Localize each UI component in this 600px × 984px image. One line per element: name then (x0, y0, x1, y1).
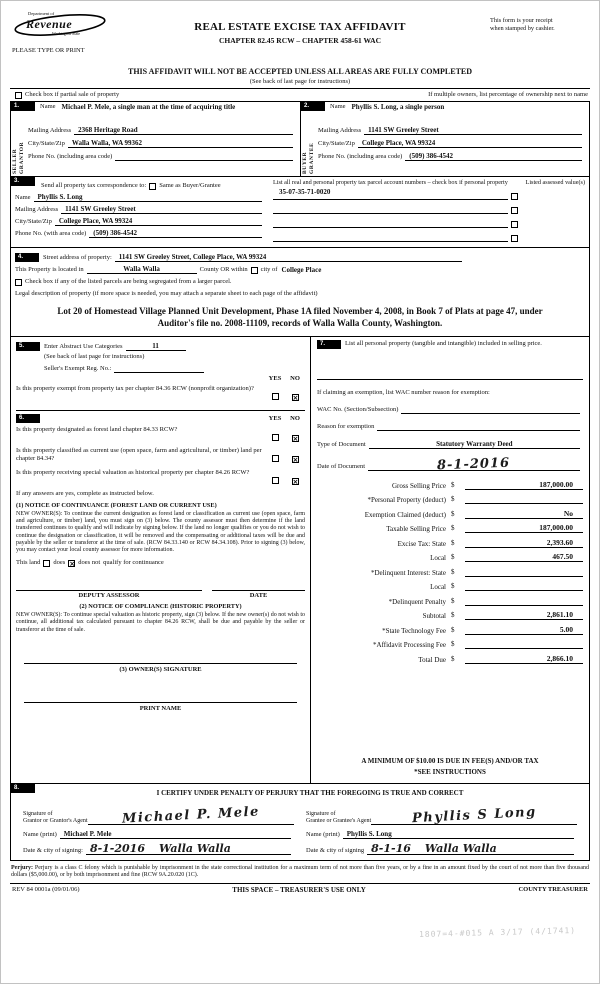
corr-phone-field[interactable]: (509) 386-4542 (89, 229, 262, 238)
corr-name-field[interactable]: Phyllis S. Long (34, 193, 262, 202)
money-row: *Affidavit Processing Fee $ (317, 635, 583, 650)
does-label: does (53, 559, 66, 567)
segregated-label: Check box if any of the listed parcels are being segregated from a larger parcel. (25, 278, 232, 286)
date-label: DATE (249, 592, 268, 600)
doc-type-label: Type of Document (317, 441, 366, 449)
grantee-signature-handwritten: Phyllis S Long (411, 804, 537, 827)
perjury-notice (10, 865, 590, 879)
historical-yes-checkbox[interactable] (272, 477, 279, 484)
parcel-row (273, 202, 585, 214)
assessed-values-header: Listed assessed value(s) (525, 179, 585, 186)
section-3-badge: 3. (11, 177, 35, 186)
parcel-row (273, 216, 585, 228)
seller-phone-field[interactable] (115, 153, 293, 161)
grantee-name-print-label: Name (print) (306, 831, 340, 839)
logo-dept-text: Department of (28, 11, 55, 16)
buyer-name-label: Name (330, 103, 346, 110)
treasurer-use-only-label: THIS SPACE – TREASURER'S USE ONLY (232, 885, 366, 894)
delinquent-penalty-field[interactable] (465, 597, 583, 606)
grantee-signature-block (300, 801, 583, 855)
does-not-label: does not (78, 559, 101, 567)
personal-property-checkbox-1[interactable] (511, 193, 518, 200)
print-name-label: PRINT NAME (139, 704, 182, 712)
logo-name-text: Revenue (26, 17, 73, 31)
sec5-yes-header: YES (268, 375, 282, 383)
title-block (130, 21, 470, 45)
city-checkbox[interactable] (251, 267, 258, 274)
money-row: Total Due $ 2,866.10 (317, 649, 583, 664)
grantor-date-city-label: Date & city of signing: (23, 847, 83, 855)
parcel-number-field[interactable] (273, 241, 508, 242)
personal-property-deduct-field[interactable] (465, 495, 583, 504)
buyer-phone-label: Phone No. (including area code) (318, 153, 403, 160)
buyer-address-field[interactable]: 1141 SW Greeley Street (364, 126, 582, 135)
state-technology-fee-field[interactable]: 5.00 (465, 625, 583, 635)
legal-description-label: Legal description of property (if more space is needed, you may attach a separate sheet to each page of the affidavit) (15, 290, 318, 298)
personal-property-checkbox-2[interactable] (511, 207, 518, 214)
grantor-name-print-label: Name (print) (23, 831, 57, 839)
partial-sale-label: Check box if partial sale of property (25, 91, 120, 98)
parties-section (10, 101, 590, 177)
parcel-numbers-header: List all real and personal property tax parcel account numbers – check box if personal property (273, 179, 508, 186)
seller-csz-field[interactable]: Walla Walla, WA 99362 (68, 139, 293, 148)
excise-tax-local-field[interactable]: 467.50 (465, 552, 583, 562)
county-treasurer-label: COUNTY TREASURER (518, 886, 588, 894)
grantee-date-city-label: Date & city of signing (306, 847, 365, 855)
grantor-signature-block (17, 801, 300, 855)
buyer-name-value[interactable]: Phyllis S. Long, a single person (351, 103, 445, 111)
exemption-claimed-field[interactable]: No (465, 509, 583, 519)
city-of-label: city of (260, 266, 278, 274)
chapter-subtitle: CHAPTER 82.45 RCW – CHAPTER 458-61 WAC (218, 36, 382, 45)
parcel-number-field[interactable]: 35-07-35-71-0020 (273, 181, 508, 200)
receipt-note-line1: This form is your receipt (490, 17, 553, 24)
current-use-yes-checkbox[interactable] (272, 455, 279, 462)
exemption-note: If claiming an exemption, list WAC number reason for exemption: (317, 389, 490, 397)
logo-state-text: Washington State (52, 31, 81, 36)
reason-field[interactable] (377, 423, 580, 431)
footer-row (10, 883, 590, 896)
abstract-use-section (16, 340, 305, 411)
subtotal-field[interactable]: 2,861.10 (465, 610, 583, 620)
money-row: Subtotal $ 2,861.10 (317, 606, 583, 621)
this-land-label: This land (16, 559, 41, 567)
exempt-yes-checkbox[interactable] (272, 393, 279, 400)
doc-type-field[interactable]: Statutory Warranty Deed (369, 440, 580, 449)
buyer-box (300, 102, 589, 176)
parcel-row (273, 188, 585, 200)
money-row: Excise Tax: State $ 2,393.60 (317, 533, 583, 548)
sec6-no-header: NO (290, 415, 300, 423)
if-yes-note: If any answers are yes, complete as instructed below. (16, 490, 154, 498)
multiple-owners-note: If multiple owners, list percentage of ownership next to name (428, 91, 588, 98)
sec5-no-header: NO (290, 375, 300, 383)
exempt-reg-label: Seller's Exempt Reg. No.: (44, 365, 112, 373)
grantee-signature-line[interactable] (371, 806, 577, 825)
grantee-name-print-field[interactable]: Phyllis S. Long (343, 830, 574, 839)
forest-yes-checkbox[interactable] (272, 434, 279, 441)
grantee-sig-label-2: Grantee or Grantee's Agent (306, 818, 372, 825)
money-row: Local $ (317, 577, 583, 592)
scan-artifact-code: 1807=4-#015 A 3/17 (4/1741) (418, 925, 577, 939)
perjury-label: Perjury: (11, 865, 33, 872)
money-row: *Delinquent Interest: State $ (317, 562, 583, 577)
forest-land-question: Is this property designated as forest land chapter 84.33 RCW? (16, 425, 178, 433)
land-classification-section (16, 411, 305, 712)
money-row: Gross Selling Price $ 187,000.00 (317, 475, 583, 490)
please-type-note: PLEASE TYPE OR PRINT (12, 47, 85, 54)
money-row: *State Technology Fee $ 5.00 (317, 620, 583, 635)
send-correspondence-label: Send all property tax correspondence to: (41, 182, 147, 189)
grantor-date-handwritten: 8-1-2016 (89, 842, 145, 856)
corr-csz-label: City/State/Zip (15, 218, 52, 225)
dor-logo (12, 9, 108, 43)
does-not-checkbox[interactable]: × (69, 559, 76, 568)
receipt-note (490, 17, 588, 32)
grantee-city-handwritten: Walla Walla (424, 842, 497, 856)
city-value[interactable]: College Place (281, 266, 322, 275)
grantor-date-city-field[interactable] (86, 844, 291, 855)
grantee-date-city-field[interactable] (367, 844, 574, 855)
parcel-number-field[interactable] (273, 227, 508, 228)
abstract-use-label: Enter Abstract Use Categories (44, 343, 123, 351)
buyer-phone-field[interactable]: (509) 386-4542 (405, 152, 582, 161)
delinquent-interest-state-field[interactable] (465, 568, 583, 577)
section-2-badge: 2. (301, 102, 325, 111)
located-in-label: This Property is located in (15, 266, 84, 274)
exempt-no-checkbox[interactable]: × (292, 393, 299, 402)
grantee-date-handwritten: 8-1-16 (371, 842, 411, 856)
total-due-field[interactable]: 2,866.10 (465, 654, 583, 664)
middle-columns (10, 336, 590, 784)
corr-csz-field[interactable]: College Place, WA 99324 (55, 217, 262, 226)
form-header (10, 9, 590, 65)
perjury-body: Perjury is a class C felony which is punishable by imprisonment in the state correctional institution for a maximum term of not more than five years, or by a fine in an amount fixed by the court of not more than five thousand dollars ($5,000.00), or by both imprisonment and fine (RCW 9A.20.020 (1C). (11, 865, 589, 879)
deputy-assessor-label: DEPUTY ASSESSOR (78, 592, 140, 600)
notice-compliance-title: (2) NOTICE OF COMPLIANCE (HISTORIC PROPERTY) (79, 603, 242, 611)
corr-phone-label: Phone No. (with area code) (15, 230, 87, 237)
see-back-note: (See back of last page for instructions) (249, 78, 351, 85)
print-name-line[interactable] (24, 695, 297, 703)
grantor-name-print-field[interactable]: Michael P. Mele (60, 830, 291, 839)
current-use-question: Is this property classified as current use (open space, farm and agricultural, or timber) land per chapter 84.34? (16, 447, 262, 462)
historical-no-checkbox[interactable]: × (292, 477, 299, 486)
corr-address-label: Mailing Address (15, 206, 59, 213)
does-checkbox[interactable] (43, 560, 50, 567)
affidavit-processing-fee-field[interactable] (465, 640, 583, 649)
seller-name-value[interactable]: Michael P. Mele, a single man at the time of acquiring title (61, 103, 236, 111)
grantor-signature-handwritten: Michael P. Mele (121, 804, 261, 827)
seller-phone-label: Phone No. (including area code) (28, 153, 113, 160)
exempt-reg-field[interactable] (114, 365, 204, 373)
grantor-sig-label-1: Signature of (23, 811, 53, 818)
form-rev-number: REV 84 0001a (09/01/06) (12, 886, 80, 894)
wac-label: WAC No. (Section/Subsection) (317, 406, 399, 414)
seller-address-label: Mailing Address (28, 127, 72, 134)
owners-signature-label: (3) OWNER(S) SIGNATURE (119, 665, 202, 673)
money-row: Taxable Selling Price $ 187,000.00 (317, 519, 583, 534)
street-address-field[interactable]: 1141 SW Greeley Street, College Place, WA 99324 (115, 253, 462, 262)
excise-tax-state-field[interactable]: 2,393.60 (465, 538, 583, 548)
forest-no-checkbox[interactable]: × (292, 434, 299, 443)
property-address-section (10, 247, 590, 337)
money-table (317, 475, 583, 664)
section-7-badge: 7. (317, 340, 341, 349)
money-row: *Delinquent Penalty $ (317, 591, 583, 606)
certify-statement: I CERTIFY UNDER PENALTY OF PERJURY THAT THE FOREGOING IS TRUE AND CORRECT (156, 789, 464, 798)
personal-property-checkbox-3[interactable] (511, 221, 518, 228)
seller-grantor-side-label: SELLER GRANTOR (12, 141, 25, 174)
buyer-grantee-side-label: BUYER GRANTEE (302, 142, 315, 174)
section-8-badge: 8. (11, 784, 35, 793)
partial-sale-checkbox[interactable] (15, 92, 22, 99)
grantor-city-handwritten: Walla Walla (159, 842, 231, 856)
legal-description-text: Lot 20 of Homestead Village Planned Unit Development, Phase 1A filed November 4, 2008, in Book 7 of Plats at page 47, under Auditor's file no. 2008-11109, records of Walla Walla County, Washington. (57, 306, 543, 329)
owners-signature-line[interactable] (24, 656, 297, 664)
notice-continuance-body: NEW OWNER(S): To continue the current designation as forest land or classification as current use (open space, farm and agriculture, or timber) land, you must sign on (3) below. The county assessor must then determine if the land transferred continues to qualify and will indicate by signing below. If the land no longer qualifies or you do not wish to continue the designation or classification, it will be removed and the compensating or additional taxes will be due and payable by the seller or transferor at the time of sale. (RCW 84.33.140 or RCW 84.34.108). Prior to signing (3) below, you may contact your local county assessor for more information. (16, 510, 305, 554)
selling-price-section (311, 337, 589, 783)
historical-question: Is this property receiving special valuation as historical property per chapter 84.26 RCW? (16, 468, 250, 476)
section-4-badge: 4. (15, 253, 39, 262)
parcel-row (273, 230, 585, 242)
minimum-fee-note: A MINIMUM OF $10.00 IS DUE IN FEE(S) AND/OR TAX (361, 757, 539, 766)
reason-label: Reason for exemption (317, 423, 375, 431)
same-as-buyer-checkbox[interactable] (149, 183, 156, 190)
wac-field[interactable] (401, 406, 580, 414)
segregated-checkbox[interactable] (15, 279, 22, 286)
doc-date-field[interactable] (368, 455, 580, 474)
street-address-label: Street address of property: (43, 254, 112, 262)
qualify-label: qualify for continuance (103, 559, 164, 567)
sec5-see-back-note: (See back of last page for instructions) (44, 353, 145, 361)
buyer-csz-field[interactable]: College Place, WA 99324 (358, 139, 582, 148)
grantee-sig-label-1: Signature of (306, 811, 336, 818)
personal-property-checkbox-4[interactable] (511, 235, 518, 242)
see-instructions-note: *SEE INSTRUCTIONS (414, 768, 486, 777)
county-field[interactable]: Walla Walla (87, 265, 197, 274)
seller-csz-label: City/State/Zip (28, 140, 65, 147)
notice-compliance-body: NEW OWNER(S): To continue special valuation as historic property, sign (3) below. If the new owner(s) do not wish to continue, all additional tax calculated pursuant to chapter 84.26 RCW, shall be due and payable by the seller or transferor at the time of sale. (16, 611, 305, 633)
buyer-csz-label: City/State/Zip (318, 140, 355, 147)
certification-section (10, 783, 590, 861)
gross-selling-price-field[interactable]: 187,000.00 (465, 480, 583, 490)
taxable-selling-price-field[interactable]: 187,000.00 (465, 523, 583, 533)
exempt-question: Is this property exempt from property tax per chapter 84.36 RCW (nonprofit organization)? (16, 384, 254, 392)
section-1-badge: 1. (11, 102, 35, 111)
delinquent-interest-local-field[interactable] (465, 582, 583, 591)
same-as-buyer-label: Same as Buyer/Grantee (159, 182, 221, 189)
seller-box (11, 102, 300, 176)
section-5-badge: 5. (16, 342, 40, 351)
notice-continuance-title: (1) NOTICE OF CONTINUANCE (FOREST LAND OR CURRENT USE) (16, 502, 217, 510)
seller-name-label: Name (40, 103, 56, 110)
grantor-signature-line[interactable] (88, 806, 294, 825)
corr-name-label: Name (15, 194, 31, 201)
corr-address-field[interactable]: 1141 SW Greeley Street (61, 205, 262, 214)
money-row: Local $ 467.50 (317, 548, 583, 563)
deputy-assessor-lines[interactable] (16, 583, 305, 591)
abstract-use-field[interactable]: 11 (126, 342, 186, 351)
doc-date-handwritten: 8-1-2016 (437, 455, 511, 474)
treasurer-stamp-space (10, 896, 590, 983)
buyer-address-label: Mailing Address (318, 127, 362, 134)
top-checkbox-row (10, 89, 590, 101)
form-title: REAL ESTATE EXCISE TAX AFFIDAVIT (194, 21, 406, 33)
grantor-sig-label-2: Grantor or Grantor's Agent (23, 818, 88, 825)
money-row: *Personal Property (deduct) $ (317, 490, 583, 505)
current-use-no-checkbox[interactable]: × (292, 456, 299, 465)
sec6-yes-header: YES (268, 415, 282, 423)
personal-property-label: List all personal property (tangible and intangible) included in selling price. (345, 340, 542, 348)
parcel-number-field[interactable] (273, 213, 508, 214)
warning-line: THIS AFFIDAVIT WILL NOT BE ACCEPTED UNLESS ALL AREAS ARE FULLY COMPLETED (127, 67, 473, 76)
seller-address-field[interactable]: 2368 Heritage Road (74, 126, 293, 135)
county-or-within-label: County OR within (199, 266, 248, 274)
doc-date-label: Date of Document (317, 463, 366, 471)
money-row: Exemption Claimed (deduct) $ No (317, 504, 583, 519)
receipt-note-line2: when stamped by cashier. (490, 24, 555, 32)
tax-correspondence-section (10, 176, 590, 248)
section-6-badge: 6. (16, 414, 40, 423)
